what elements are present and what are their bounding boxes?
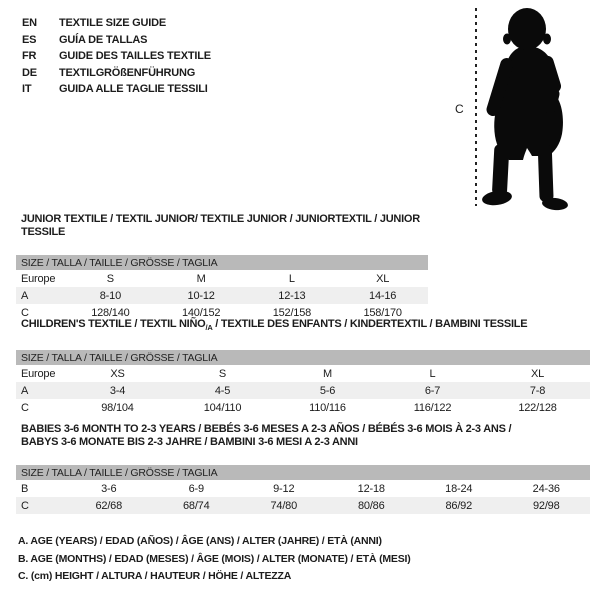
value-cell: 74/80: [270, 499, 298, 512]
size-cell: M: [196, 272, 206, 285]
value-cell: 5-6: [319, 384, 336, 397]
row-label: Europe: [21, 367, 56, 380]
value-cell: 158/170: [363, 306, 402, 319]
title-part: CHILDREN'S TEXTILE / TEXTIL NIÑO: [21, 318, 206, 330]
title-subscript: /A: [205, 323, 213, 333]
language-row-de: [22, 65, 211, 82]
value-cell: 12-18: [357, 482, 385, 495]
language-title: GUIDE DES TAILLES TEXTILE: [59, 50, 211, 63]
junior-textile-section: [16, 213, 428, 321]
language-code: IT: [22, 83, 32, 96]
table-row-age: [16, 382, 590, 399]
junior-table-title: JUNIOR TEXTILE / TEXTIL JUNIOR/ TEXTILE JUNIOR / JUNIORTEXTIL / JUNIOR TESSILE: [21, 213, 420, 238]
size-cell: S: [106, 272, 114, 285]
size-cell: M: [323, 367, 332, 380]
value-cell: 3-4: [109, 384, 126, 397]
language-code: DE: [22, 66, 37, 79]
language-title-list: [22, 15, 211, 98]
row-label: Europe: [21, 272, 56, 285]
babies-textile-section: [16, 423, 590, 514]
row-label: C: [21, 499, 29, 512]
row-label: C: [21, 401, 29, 414]
row-label: C: [21, 306, 29, 319]
language-code: EN: [22, 17, 37, 30]
language-row-it: [22, 81, 211, 98]
value-cell: 104/110: [203, 401, 242, 414]
value-cell: 80/86: [357, 499, 385, 512]
size-cell: XS: [110, 367, 125, 380]
language-row-fr: [22, 48, 211, 65]
table-row-height: [16, 497, 590, 514]
footnote-age-months: B. AGE (MONTHS) / EDAD (MESES) / ÂGE (MOIS) / ALTER (MONATE) / ETÀ (MESI): [18, 552, 411, 565]
height-measure-label: C: [455, 102, 464, 116]
row-label: B: [21, 482, 29, 495]
value-cell: 68/74: [182, 499, 210, 512]
size-header-label: SIZE / TALLA / TAILLE / GRÖSSE / TAGLIA: [21, 256, 218, 269]
value-cell: 110/116: [309, 401, 346, 414]
value-cell: 4-5: [214, 384, 231, 397]
table-row-age: [16, 287, 428, 304]
language-title: TEXTILGRÖßENFÜHRUNG: [59, 66, 196, 79]
childrens-table-title: [16, 318, 590, 334]
footnote-height-cm: C. (cm) HEIGHT / ALTURA / HAUTEUR / HÖHE / ALTEZZA: [18, 570, 292, 582]
value-cell: 62/68: [95, 499, 123, 512]
size-header-bar: [16, 465, 590, 480]
value-cell: 140/152: [181, 306, 221, 319]
babies-table-title-line2: BABYS 3-6 MONATE BIS 2-3 JAHRE / BAMBINI 3-6 MESI A 2-3 ANNI: [21, 436, 358, 448]
language-title: TEXTILE SIZE GUIDE: [59, 17, 167, 30]
row-label: A: [21, 384, 29, 397]
language-title: GUÍA DE TALLAS: [59, 33, 148, 46]
language-code: FR: [22, 50, 37, 63]
childrens-textile-section: [16, 318, 590, 416]
height-measure-dashed-line: [475, 8, 477, 206]
value-cell: 7-8: [529, 384, 546, 397]
value-cell: 6-7: [424, 384, 441, 397]
table-row-europe: [16, 365, 590, 382]
size-cell: L: [288, 272, 295, 285]
title-part: / TEXTILE DES ENFANTS / KINDERTEXTIL / BAMBINI TESSILE: [212, 318, 528, 330]
table-row-height: [16, 399, 590, 416]
value-cell: 9-12: [273, 482, 295, 495]
value-cell: 86/92: [445, 499, 473, 512]
value-cell: 152/158: [272, 306, 312, 319]
value-cell: 98/104: [101, 401, 134, 414]
babies-table-title-line1: BABIES 3-6 MONTH TO 2-3 YEARS / BEBÉS 3-6 MESES A 2-3 AÑOS / BÉBÉS 3-6 MOIS À 2-3 ANS /: [21, 423, 512, 435]
value-cell: 3-6: [101, 482, 117, 495]
size-header-bar: [16, 255, 428, 270]
language-code: ES: [22, 33, 37, 46]
row-label: A: [21, 289, 29, 302]
size-header-label: SIZE / TALLA / TAILLE / GRÖSSE / TAGLIA: [21, 351, 218, 364]
size-header-label: SIZE / TALLA / TAILLE / GRÖSSE / TAGLIA: [21, 466, 218, 479]
size-header-bar: [16, 350, 590, 365]
toddler-silhouette-icon: [482, 4, 588, 212]
table-row-europe: [16, 270, 428, 287]
language-row-es: [22, 32, 211, 49]
value-cell: 116/122: [413, 401, 452, 414]
footnote-age-years: A. AGE (YEARS) / EDAD (AÑOS) / ÂGE (ANS) / ALTER (JAHRE) / ETÀ (ANNI): [18, 535, 382, 547]
value-cell: 128/140: [91, 306, 130, 319]
value-cell: 6-9: [188, 482, 204, 495]
language-row-en: [22, 15, 211, 32]
legend-footnotes: [18, 533, 411, 586]
value-cell: 24-36: [532, 482, 560, 495]
value-cell: 12-13: [278, 289, 306, 302]
size-cell: XL: [530, 367, 545, 380]
value-cell: 18-24: [445, 482, 473, 495]
value-cell: 92/98: [532, 499, 560, 512]
size-cell: L: [429, 367, 436, 380]
value-cell: 122/128: [518, 401, 557, 414]
language-title: GUIDA ALLE TAGLIE TESSILI: [59, 83, 208, 96]
size-cell: XL: [376, 272, 390, 285]
table-row-age-months: [16, 480, 590, 497]
size-cell: S: [218, 367, 227, 380]
value-cell: 10-12: [187, 289, 215, 302]
value-cell: 8-10: [99, 289, 121, 302]
value-cell: 14-16: [369, 289, 397, 302]
